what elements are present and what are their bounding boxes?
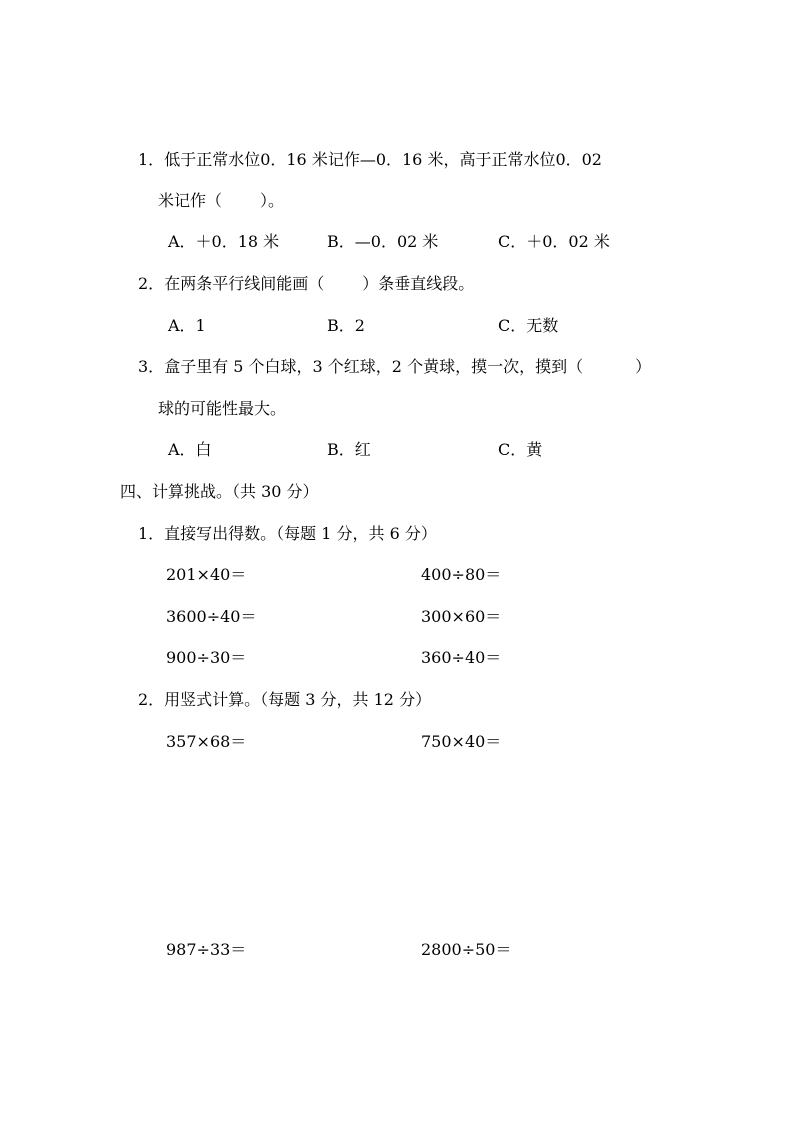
mental-math-item: 360÷40＝ (421, 648, 502, 667)
question-2-option-a[interactable]: A．1 (168, 316, 206, 335)
column-calc-item: 987÷33＝ (166, 940, 247, 959)
question-2-option-c[interactable]: C．无数 (498, 316, 559, 335)
question-2-line-1 (138, 274, 474, 294)
mental-math-item: 400÷80＝ (421, 565, 502, 584)
question-1-line-2 (158, 191, 284, 211)
question-text: 在两条平行线间能画（ (164, 274, 325, 293)
question-3-option-c[interactable]: C．黄 (498, 440, 543, 459)
section-4-part-2-title: 2．用竖式计算。（每题 3 分，共 12 分） (138, 690, 432, 709)
column-calc-item: 2800÷50＝ (421, 940, 512, 959)
question-1-option-a[interactable]: A．＋0．18 米 (168, 232, 280, 251)
question-text: ）条垂直线段。 (362, 274, 475, 293)
question-3-option-a[interactable]: A．白 (168, 440, 212, 459)
mental-math-item: 201×40＝ (166, 565, 247, 584)
question-3-line-2: 球的可能性最大。 (158, 399, 287, 418)
section-4-part-1-title: 1．直接写出得数。（每题 1 分，共 6 分） (138, 524, 437, 543)
question-number: 2． (138, 274, 165, 293)
question-1-line-1 (138, 150, 602, 170)
question-number: 1． (138, 150, 165, 169)
question-text: 盒子里有 5 个白球，3 个红球，2 个黄球，摸一次，摸到（ (164, 357, 584, 376)
question-text: ） (635, 357, 652, 376)
question-2-option-b[interactable]: B．2 (327, 316, 365, 335)
mental-math-item: 3600÷40＝ (166, 607, 257, 626)
question-1-option-b[interactable]: B．—0．02 米 (327, 232, 439, 251)
mental-math-item: 300×60＝ (421, 607, 502, 626)
section-4-title: 四、计算挑战。（共 30 分） (120, 482, 319, 501)
question-1-option-c[interactable]: C．＋0．02 米 (498, 232, 610, 251)
column-calc-item: 750×40＝ (421, 732, 502, 751)
question-3-option-b[interactable]: B．红 (327, 440, 371, 459)
question-number: 3． (138, 357, 165, 376)
mental-math-item: 900÷30＝ (166, 648, 247, 667)
question-text: 米记作（ (158, 191, 223, 210)
question-3-line-1 (138, 357, 651, 377)
question-text: ）。 (260, 191, 285, 210)
question-text: 低于正常水位0．16 米记作—0．16 米，高于正常水位0．02 (164, 150, 602, 169)
column-calc-item: 357×68＝ (166, 732, 247, 751)
